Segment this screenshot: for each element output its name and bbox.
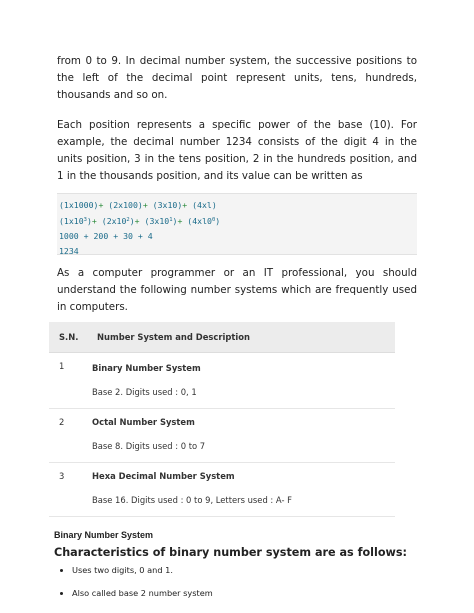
intro-paragraph-3: As a computer programmer or an IT professional, you should understand the following number systems which are frequently used in computers. [57,267,417,313]
number-systems-table [49,322,395,517]
row-description [87,463,395,517]
table-header-row [49,322,395,353]
header-sn: S.N. [49,322,87,353]
header-description: Number System and Description [87,322,395,353]
row-sn: 3 [49,463,87,517]
code-example-block [57,193,417,255]
document-page [54,53,417,611]
list-item: • Also called base 2 number system [72,588,417,598]
row-description [87,353,395,409]
section-subheading: Characteristics of binary number system are as follows: [54,546,407,559]
intro-paragraph-1: from 0 to 9. In decimal number system, the successive positions to the left of the decimal point represent units, tens, hundreds, thousands and so on. [57,55,417,101]
code-line-1: (1x1000)+ (2x100)+ (3x10)+ (4xl) [59,200,217,210]
characteristics-list [57,565,417,598]
list-item: • Uses two digits, 0 and 1. [72,565,417,575]
row-text: Base 16. Digits used : 0 to 9, Letters used : A- F [92,495,292,505]
row-text: Base 2. Digits used : 0, 1 [92,387,197,397]
row-text: Base 8. Digits used : 0 to 7 [92,441,206,451]
code-line-3: 1000 + 200 + 30 + 4 [59,231,153,241]
table-row [49,463,395,517]
code-line-4: 1234 [59,246,79,256]
table-row [49,353,395,409]
row-title: Binary Number System [92,363,201,373]
row-sn: 1 [49,353,87,409]
row-title: Octal Number System [92,417,195,427]
table-row [49,409,395,463]
row-description [87,409,395,463]
section-heading: Binary Number System [54,530,154,540]
row-sn: 2 [49,409,87,463]
row-title: Hexa Decimal Number System [92,471,235,481]
intro-paragraph-2: Each position represents a specific power of the base (10). For example, the decimal number 1234 consists of the digit 4 in the units position, 3 in the tens position, 2 in the hundreds position, and 1 in the thousands position, and its value can be written as [57,119,417,182]
code-line-2: $(1x10^3)+ (2x10^2)+ (3x10^1)+ (4xl0^0)$ [59,216,221,226]
